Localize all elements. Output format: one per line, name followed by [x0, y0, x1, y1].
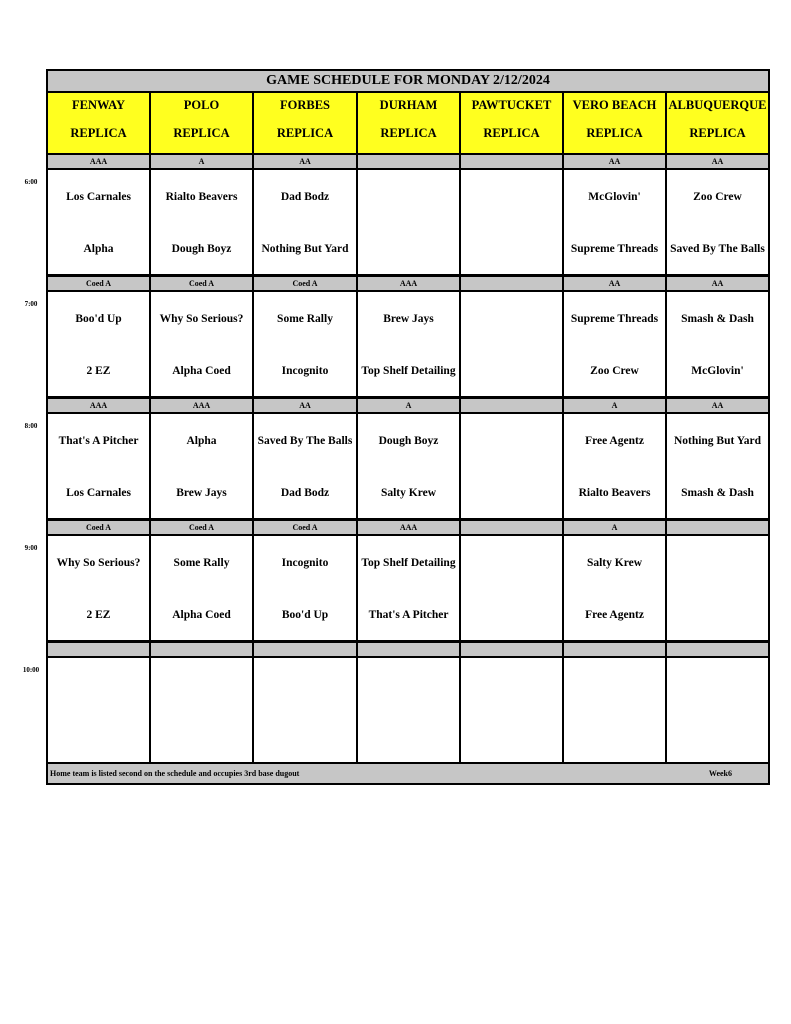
time-label: 10:00: [22, 666, 40, 674]
home-team: Top Shelf Detailing: [361, 364, 456, 377]
division-label: [358, 643, 459, 656]
home-team: [461, 475, 562, 511]
away-team: Free Agentz: [585, 434, 644, 447]
away-team: Why So Serious?: [56, 556, 141, 569]
away-team: [151, 667, 252, 703]
division-label: Coed A: [48, 521, 149, 534]
venue-name: FORBES: [279, 98, 330, 112]
division-label: AA: [667, 155, 768, 168]
division-label: AA: [564, 155, 665, 168]
home-team: [254, 719, 356, 755]
division-label: AAA: [358, 521, 459, 534]
venue-name: POLO: [183, 98, 220, 112]
away-team: [461, 423, 562, 459]
venue-name: ALBUQUERQUE: [668, 98, 767, 112]
division-label: [254, 643, 356, 656]
game-cell: [48, 170, 149, 274]
home-team: [667, 597, 768, 633]
home-team: Saved By The Balls: [670, 242, 765, 255]
away-team: Dad Bodz: [280, 190, 330, 203]
away-team: Saved By The Balls: [257, 434, 353, 447]
away-team: Smash & Dash: [681, 312, 754, 325]
home-team: Dough Boyz: [171, 242, 232, 255]
schedule-title: GAME SCHEDULE FOR MONDAY 2/12/2024: [48, 71, 768, 91]
home-team: Free Agentz: [585, 608, 644, 621]
division-label: Coed A: [151, 521, 252, 534]
home-team: Alpha Coed: [172, 364, 231, 377]
away-team: [254, 667, 356, 703]
division-label: [461, 521, 562, 534]
home-team: McGlovin': [691, 364, 744, 377]
away-team: Dough Boyz: [378, 434, 439, 447]
game-cell: [151, 536, 252, 640]
away-team: Salty Krew: [586, 556, 643, 569]
away-team: Rialto Beavers: [165, 190, 238, 203]
home-team: [151, 719, 252, 755]
division-label: [151, 643, 252, 656]
game-cell: [48, 536, 149, 640]
away-team: Supreme Threads: [570, 312, 659, 325]
schedule-footer: [48, 764, 768, 783]
away-team: Why So Serious?: [159, 312, 244, 325]
away-team: McGlovin': [588, 190, 641, 203]
venue-header: [254, 93, 356, 153]
game-cell: [667, 536, 768, 640]
division-label: [461, 399, 562, 412]
home-team: [461, 353, 562, 389]
home-team: Supreme Threads: [570, 242, 659, 255]
home-team: [358, 231, 459, 267]
venue-name: FENWAY: [71, 98, 126, 112]
division-label: A: [358, 399, 459, 412]
away-team: Alpha: [186, 434, 217, 447]
away-team: Los Carnales: [66, 190, 131, 203]
home-team: Brew Jays: [176, 486, 227, 499]
game-cell: [358, 292, 459, 396]
venue-header: [667, 93, 768, 153]
division-label: [461, 643, 562, 656]
division-label: A: [151, 155, 252, 168]
division-label: Coed A: [254, 277, 356, 290]
venue-header: [461, 93, 562, 153]
venue-name: VERO BEACH: [572, 98, 657, 112]
away-team: Incognito: [281, 556, 329, 569]
division-label: AAA: [48, 399, 149, 412]
game-cell: [254, 414, 356, 518]
game-cell: [461, 292, 562, 396]
venue-subtitle: REPLICA: [70, 126, 127, 140]
away-team: [461, 179, 562, 215]
venue-name: DURHAM: [379, 98, 438, 112]
game-cell: [358, 170, 459, 274]
venue-header: [48, 93, 149, 153]
home-team: Salty Krew: [380, 486, 437, 499]
game-cell: [564, 170, 665, 274]
game-cell: [358, 536, 459, 640]
venue-header: [151, 93, 252, 153]
division-label: [48, 643, 149, 656]
game-cell: [151, 658, 252, 762]
division-label: [667, 643, 768, 656]
venue-subtitle: REPLICA: [380, 126, 437, 140]
away-team: Some Rally: [173, 556, 230, 569]
time-label: 6:00: [24, 178, 38, 186]
away-team: Zoo Crew: [693, 190, 742, 203]
away-team: [461, 545, 562, 581]
division-label: AAA: [151, 399, 252, 412]
venue-subtitle: REPLICA: [689, 126, 746, 140]
division-label: [461, 277, 562, 290]
division-label: AA: [667, 399, 768, 412]
game-cell: [461, 414, 562, 518]
game-cell: [48, 658, 149, 762]
division-label: [358, 155, 459, 168]
game-cell: [667, 658, 768, 762]
division-label: [461, 155, 562, 168]
venue-subtitle: REPLICA: [586, 126, 643, 140]
time-label: 9:00: [24, 544, 38, 552]
venue-header: [358, 93, 459, 153]
away-team: Nothing But Yard: [673, 434, 762, 447]
home-team: [48, 719, 149, 755]
game-cell: [254, 292, 356, 396]
game-cell: [564, 658, 665, 762]
home-team: 2 EZ: [86, 364, 111, 377]
division-label: AAA: [48, 155, 149, 168]
away-team: Top Shelf Detailing: [361, 556, 456, 569]
division-label: [564, 643, 665, 656]
footer-note: Home team is listed second on the schedule and occupies 3rd base dugout: [50, 769, 300, 778]
time-label: 8:00: [24, 422, 38, 430]
game-cell: [564, 414, 665, 518]
division-label: AA: [667, 277, 768, 290]
game-cell: [667, 170, 768, 274]
venue-subtitle: REPLICA: [483, 126, 540, 140]
game-cell: [48, 414, 149, 518]
division-label: AA: [254, 155, 356, 168]
home-team: [461, 231, 562, 267]
home-team: That's A Pitcher: [368, 608, 449, 621]
home-team: [461, 597, 562, 633]
home-team: Dad Bodz: [280, 486, 330, 499]
away-team: [48, 667, 149, 703]
away-team: [667, 667, 768, 703]
away-team: That's A Pitcher: [58, 434, 139, 447]
away-team: [461, 301, 562, 337]
game-cell: [254, 658, 356, 762]
division-label: A: [564, 399, 665, 412]
home-team: 2 EZ: [86, 608, 111, 621]
home-team: Alpha Coed: [172, 608, 231, 621]
game-cell: [254, 536, 356, 640]
week-label: Week6: [708, 769, 732, 778]
game-cell: [254, 170, 356, 274]
home-team: Los Carnales: [66, 486, 131, 499]
game-cell: [358, 658, 459, 762]
venue-header: [564, 93, 665, 153]
away-team: [667, 545, 768, 581]
schedule-table: [46, 69, 770, 785]
division-label: AA: [564, 277, 665, 290]
venue-subtitle: REPLICA: [173, 126, 230, 140]
game-cell: [461, 658, 562, 762]
game-cell: [564, 292, 665, 396]
home-team: Rialto Beavers: [578, 486, 651, 499]
game-cell: [151, 414, 252, 518]
home-team: Incognito: [281, 364, 329, 377]
away-team: Brew Jays: [383, 312, 434, 325]
game-cell: [667, 414, 768, 518]
venue-subtitle: REPLICA: [276, 126, 334, 140]
division-label: Coed A: [48, 277, 149, 290]
away-team: [461, 667, 562, 703]
home-team: [358, 719, 459, 755]
division-label: A: [564, 521, 665, 534]
game-cell: [151, 292, 252, 396]
home-team: [461, 719, 562, 755]
venue-name: PAWTUCKET: [471, 98, 552, 112]
away-team: Boo'd Up: [75, 312, 122, 325]
division-label: Coed A: [254, 521, 356, 534]
game-cell: [48, 292, 149, 396]
time-label: 7:00: [24, 300, 38, 308]
game-cell: [564, 536, 665, 640]
game-cell: [461, 170, 562, 274]
game-cell: [461, 536, 562, 640]
home-team: Alpha: [83, 242, 114, 255]
away-team: [358, 667, 459, 703]
division-label: AA: [254, 399, 356, 412]
home-team: [564, 719, 665, 755]
home-team: Nothing But Yard: [261, 242, 349, 255]
away-team: [564, 667, 665, 703]
division-label: AAA: [358, 277, 459, 290]
home-team: Smash & Dash: [681, 486, 754, 499]
away-team: Some Rally: [277, 312, 333, 325]
home-team: Zoo Crew: [590, 364, 639, 377]
away-team: [358, 179, 459, 215]
game-cell: [667, 292, 768, 396]
game-cell: [151, 170, 252, 274]
home-team: [667, 719, 768, 755]
home-team: Boo'd Up: [281, 608, 329, 621]
division-label: Coed A: [151, 277, 252, 290]
division-label: [667, 521, 768, 534]
game-cell: [358, 414, 459, 518]
